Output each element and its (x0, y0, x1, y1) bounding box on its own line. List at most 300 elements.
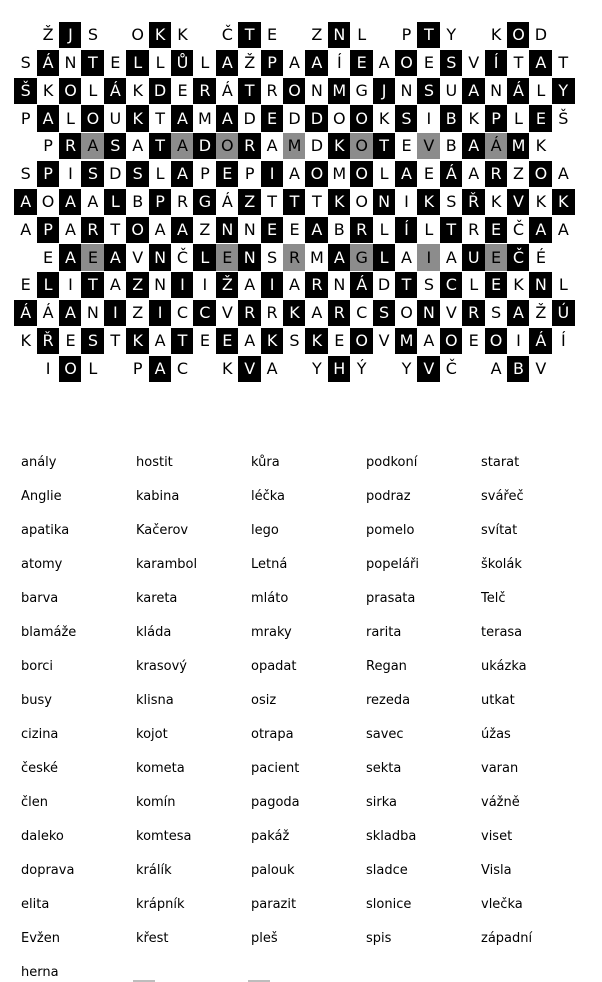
grid-cell[interactable]: T (171, 328, 194, 354)
grid-cell[interactable]: A (216, 50, 239, 76)
grid-cell[interactable]: A (485, 356, 508, 382)
grid-cell[interactable]: P (14, 105, 37, 131)
grid-cell[interactable]: A (395, 244, 418, 270)
grid-cell[interactable]: O (440, 328, 463, 354)
grid-cell[interactable]: I (171, 272, 194, 298)
grid-cell[interactable]: I (507, 328, 530, 354)
grid-cell[interactable]: V (440, 300, 463, 326)
grid-cell[interactable]: P (37, 133, 60, 159)
grid-cell[interactable]: O (126, 217, 149, 243)
grid-cell[interactable]: R (261, 78, 284, 104)
grid-cell[interactable]: S (126, 161, 149, 187)
grid-cell[interactable]: L (350, 22, 373, 48)
grid-cell[interactable]: Z (305, 22, 328, 48)
grid-cell[interactable]: E (462, 328, 485, 354)
grid-cell[interactable]: S (283, 328, 306, 354)
grid-cell[interactable]: K (149, 22, 172, 48)
grid-cell[interactable]: P (238, 161, 261, 187)
grid-cell[interactable]: D (149, 78, 172, 104)
grid-cell[interactable]: Č (216, 22, 239, 48)
grid-cell[interactable]: A (261, 356, 284, 382)
grid-cell[interactable]: E (261, 217, 284, 243)
grid-cell[interactable]: N (328, 272, 351, 298)
grid-cell[interactable]: A (104, 244, 127, 270)
grid-cell[interactable]: T (283, 189, 306, 215)
grid-cell[interactable]: S (440, 189, 463, 215)
grid-cell[interactable]: L (462, 272, 485, 298)
grid-cell[interactable]: S (417, 272, 440, 298)
grid-cell[interactable]: A (261, 133, 284, 159)
grid-cell[interactable]: A (171, 161, 194, 187)
grid-cell[interactable]: A (59, 217, 82, 243)
grid-cell[interactable]: B (440, 105, 463, 131)
grid-cell[interactable]: T (373, 133, 396, 159)
grid-cell[interactable]: L (193, 244, 216, 270)
grid-cell[interactable]: K (126, 105, 149, 131)
grid-cell[interactable]: G (193, 189, 216, 215)
grid-cell[interactable]: K (171, 22, 194, 48)
grid-cell[interactable]: T (417, 22, 440, 48)
grid-cell[interactable]: S (373, 300, 396, 326)
grid-cell[interactable]: T (104, 217, 127, 243)
grid-cell[interactable]: R (261, 300, 284, 326)
grid-cell[interactable]: L (59, 105, 82, 131)
grid-cell[interactable]: L (507, 105, 530, 131)
grid-cell[interactable]: V (216, 300, 239, 326)
grid-cell[interactable]: N (149, 272, 172, 298)
grid-cell[interactable]: O (529, 161, 552, 187)
grid-cell[interactable]: D (305, 133, 328, 159)
grid-cell[interactable]: T (395, 272, 418, 298)
grid-cell[interactable]: N (373, 189, 396, 215)
grid-cell[interactable]: Á (216, 189, 239, 215)
grid-cell[interactable]: K (14, 328, 37, 354)
grid-cell[interactable]: O (350, 105, 373, 131)
grid-cell[interactable]: O (350, 328, 373, 354)
grid-cell[interactable]: S (14, 161, 37, 187)
grid-cell[interactable]: K (485, 189, 508, 215)
grid-cell[interactable]: A (171, 105, 194, 131)
grid-cell[interactable]: A (417, 328, 440, 354)
grid-cell[interactable]: A (373, 50, 396, 76)
grid-cell[interactable]: Á (485, 133, 508, 159)
grid-cell[interactable]: T (261, 189, 284, 215)
grid-cell[interactable]: K (552, 189, 575, 215)
grid-cell[interactable]: T (238, 22, 261, 48)
grid-cell[interactable]: J (59, 22, 82, 48)
grid-cell[interactable]: K (529, 133, 552, 159)
grid-cell[interactable]: P (485, 105, 508, 131)
grid-cell[interactable]: V (462, 50, 485, 76)
grid-cell[interactable]: T (552, 50, 575, 76)
grid-cell[interactable]: L (193, 50, 216, 76)
grid-cell[interactable]: V (417, 356, 440, 382)
grid-cell[interactable]: Č (507, 244, 530, 270)
grid-cell[interactable]: S (81, 328, 104, 354)
grid-cell[interactable]: Á (216, 78, 239, 104)
grid-cell[interactable]: M (305, 244, 328, 270)
grid-cell[interactable]: Í (395, 217, 418, 243)
grid-cell[interactable]: M (395, 328, 418, 354)
grid-cell[interactable]: A (149, 217, 172, 243)
grid-cell[interactable]: K (328, 189, 351, 215)
grid-cell[interactable]: V (507, 189, 530, 215)
grid-cell[interactable]: A (529, 217, 552, 243)
grid-cell[interactable]: T (81, 50, 104, 76)
grid-cell[interactable]: Y (440, 22, 463, 48)
grid-cell[interactable]: Č (507, 217, 530, 243)
grid-cell[interactable]: Á (37, 300, 60, 326)
grid-cell[interactable]: S (395, 105, 418, 131)
grid-cell[interactable]: B (507, 356, 530, 382)
grid-cell[interactable]: L (149, 50, 172, 76)
grid-cell[interactable]: A (395, 161, 418, 187)
grid-cell[interactable]: L (104, 189, 127, 215)
grid-cell[interactable]: K (462, 105, 485, 131)
grid-cell[interactable]: Ú (552, 300, 575, 326)
grid-cell[interactable]: O (350, 161, 373, 187)
grid-cell[interactable]: R (171, 189, 194, 215)
grid-cell[interactable]: L (373, 244, 396, 270)
grid-cell[interactable]: A (171, 133, 194, 159)
grid-cell[interactable]: O (59, 356, 82, 382)
grid-cell[interactable]: A (462, 78, 485, 104)
grid-cell[interactable]: R (81, 217, 104, 243)
grid-cell[interactable]: O (350, 189, 373, 215)
grid-cell[interactable]: D (305, 105, 328, 131)
grid-cell[interactable]: A (552, 161, 575, 187)
grid-cell[interactable]: N (238, 244, 261, 270)
grid-cell[interactable]: Á (529, 328, 552, 354)
grid-cell[interactable]: T (149, 105, 172, 131)
grid-cell[interactable]: Z (126, 272, 149, 298)
grid-cell[interactable]: L (417, 217, 440, 243)
grid-cell[interactable]: A (14, 217, 37, 243)
grid-cell[interactable]: B (126, 189, 149, 215)
grid-cell[interactable]: Y (305, 356, 328, 382)
grid-cell[interactable]: G (350, 78, 373, 104)
grid-cell[interactable]: Y (552, 78, 575, 104)
grid-cell[interactable]: S (261, 244, 284, 270)
grid-cell[interactable]: A (59, 244, 82, 270)
grid-cell[interactable]: R (59, 133, 82, 159)
grid-cell[interactable]: R (328, 300, 351, 326)
grid-cell[interactable]: V (126, 244, 149, 270)
grid-cell[interactable]: N (238, 217, 261, 243)
grid-cell[interactable]: E (395, 133, 418, 159)
grid-cell[interactable]: O (37, 189, 60, 215)
grid-cell[interactable]: Z (507, 161, 530, 187)
grid-cell[interactable]: R (238, 300, 261, 326)
grid-cell[interactable]: E (529, 105, 552, 131)
grid-cell[interactable]: I (261, 161, 284, 187)
grid-cell[interactable]: P (37, 161, 60, 187)
grid-cell[interactable]: S (81, 161, 104, 187)
grid-cell[interactable]: Á (350, 272, 373, 298)
grid-cell[interactable]: K (216, 356, 239, 382)
grid-cell[interactable]: E (216, 161, 239, 187)
grid-cell[interactable]: A (149, 356, 172, 382)
grid-cell[interactable]: Š (14, 78, 37, 104)
grid-cell[interactable]: L (552, 272, 575, 298)
grid-cell[interactable]: M (328, 78, 351, 104)
grid-cell[interactable]: S (485, 300, 508, 326)
grid-cell[interactable]: J (373, 78, 396, 104)
grid-cell[interactable]: C (171, 300, 194, 326)
grid-cell[interactable]: A (328, 244, 351, 270)
grid-cell[interactable]: Á (104, 78, 127, 104)
grid-cell[interactable]: O (81, 105, 104, 131)
grid-cell[interactable]: K (328, 133, 351, 159)
grid-cell[interactable]: L (529, 78, 552, 104)
grid-cell[interactable]: E (193, 328, 216, 354)
grid-cell[interactable]: N (305, 78, 328, 104)
grid-cell[interactable]: Č (440, 356, 463, 382)
grid-cell[interactable]: Á (507, 78, 530, 104)
grid-cell[interactable]: Z (193, 217, 216, 243)
grid-cell[interactable]: Ž (37, 22, 60, 48)
grid-cell[interactable]: A (59, 189, 82, 215)
grid-cell[interactable]: K (529, 189, 552, 215)
grid-cell[interactable]: E (261, 105, 284, 131)
grid-cell[interactable]: E (104, 50, 127, 76)
grid-cell[interactable]: R (193, 78, 216, 104)
grid-cell[interactable]: D (373, 272, 396, 298)
grid-cell[interactable]: N (395, 78, 418, 104)
grid-cell[interactable]: A (59, 300, 82, 326)
grid-cell[interactable]: P (149, 189, 172, 215)
grid-cell[interactable]: E (350, 50, 373, 76)
grid-cell[interactable]: Č (171, 244, 194, 270)
grid-cell[interactable]: O (507, 22, 530, 48)
grid-cell[interactable]: M (328, 161, 351, 187)
grid-cell[interactable]: C (440, 272, 463, 298)
grid-cell[interactable]: C (171, 356, 194, 382)
grid-cell[interactable]: A (462, 133, 485, 159)
grid-cell[interactable]: T (440, 217, 463, 243)
grid-cell[interactable]: K (373, 105, 396, 131)
grid-cell[interactable]: L (149, 161, 172, 187)
grid-cell[interactable]: A (283, 50, 306, 76)
grid-cell[interactable]: R (462, 300, 485, 326)
grid-cell[interactable]: E (261, 22, 284, 48)
grid-cell[interactable]: A (283, 161, 306, 187)
grid-cell[interactable]: P (126, 356, 149, 382)
grid-cell[interactable]: D (193, 133, 216, 159)
grid-cell[interactable]: Z (126, 300, 149, 326)
grid-cell[interactable]: D (529, 22, 552, 48)
grid-cell[interactable]: E (485, 244, 508, 270)
grid-cell[interactable]: A (305, 50, 328, 76)
grid-cell[interactable]: R (350, 217, 373, 243)
grid-cell[interactable]: S (440, 50, 463, 76)
grid-cell[interactable]: O (305, 161, 328, 187)
grid-cell[interactable]: A (238, 328, 261, 354)
grid-cell[interactable]: I (59, 272, 82, 298)
grid-cell[interactable]: Y (395, 356, 418, 382)
grid-cell[interactable]: S (417, 78, 440, 104)
grid-cell[interactable]: K (37, 78, 60, 104)
grid-cell[interactable]: L (81, 78, 104, 104)
grid-cell[interactable]: Á (14, 300, 37, 326)
grid-cell[interactable]: T (305, 189, 328, 215)
grid-cell[interactable]: Z (238, 189, 261, 215)
grid-cell[interactable]: K (126, 78, 149, 104)
grid-cell[interactable]: A (171, 217, 194, 243)
grid-cell[interactable]: E (417, 161, 440, 187)
grid-cell[interactable]: K (507, 272, 530, 298)
grid-cell[interactable]: I (59, 161, 82, 187)
grid-cell[interactable]: A (81, 189, 104, 215)
grid-cell[interactable]: N (59, 50, 82, 76)
grid-cell[interactable]: E (283, 217, 306, 243)
grid-cell[interactable]: Á (440, 161, 463, 187)
grid-cell[interactable]: P (395, 22, 418, 48)
grid-cell[interactable]: K (485, 22, 508, 48)
grid-cell[interactable]: Š (552, 105, 575, 131)
grid-cell[interactable]: A (126, 133, 149, 159)
grid-cell[interactable]: A (238, 272, 261, 298)
grid-cell[interactable]: K (305, 328, 328, 354)
grid-cell[interactable]: I (37, 356, 60, 382)
grid-cell[interactable]: S (14, 50, 37, 76)
grid-cell[interactable]: É (529, 244, 552, 270)
grid-cell[interactable]: K (417, 189, 440, 215)
grid-cell[interactable]: Ř (462, 189, 485, 215)
grid-cell[interactable]: E (417, 50, 440, 76)
grid-cell[interactable]: M (507, 133, 530, 159)
grid-cell[interactable]: T (81, 272, 104, 298)
grid-cell[interactable]: N (485, 78, 508, 104)
grid-cell[interactable]: S (81, 22, 104, 48)
grid-cell[interactable]: L (37, 272, 60, 298)
grid-cell[interactable]: E (485, 272, 508, 298)
grid-cell[interactable]: I (104, 300, 127, 326)
grid-cell[interactable]: G (350, 244, 373, 270)
grid-cell[interactable]: U (440, 78, 463, 104)
grid-cell[interactable]: Ž (238, 50, 261, 76)
grid-cell[interactable]: C (350, 300, 373, 326)
grid-cell[interactable]: H (328, 356, 351, 382)
grid-cell[interactable]: R (462, 217, 485, 243)
grid-cell[interactable]: V (238, 356, 261, 382)
grid-cell[interactable]: E (216, 244, 239, 270)
grid-cell[interactable]: E (328, 328, 351, 354)
grid-cell[interactable]: O (328, 105, 351, 131)
grid-cell[interactable]: E (14, 272, 37, 298)
grid-cell[interactable]: K (126, 328, 149, 354)
grid-cell[interactable]: L (373, 161, 396, 187)
grid-cell[interactable]: D (104, 161, 127, 187)
grid-cell[interactable]: V (417, 133, 440, 159)
grid-cell[interactable]: U (104, 105, 127, 131)
grid-cell[interactable]: A (507, 300, 530, 326)
grid-cell[interactable]: P (261, 50, 284, 76)
grid-cell[interactable]: D (283, 105, 306, 131)
grid-cell[interactable]: A (305, 217, 328, 243)
grid-cell[interactable]: O (395, 300, 418, 326)
grid-cell[interactable]: A (216, 105, 239, 131)
grid-cell[interactable]: B (440, 133, 463, 159)
grid-cell[interactable]: Í (328, 50, 351, 76)
grid-cell[interactable]: N (328, 22, 351, 48)
grid-cell[interactable]: L (81, 356, 104, 382)
grid-cell[interactable]: A (37, 105, 60, 131)
grid-cell[interactable]: I (395, 189, 418, 215)
grid-cell[interactable]: Ž (216, 272, 239, 298)
grid-cell[interactable]: N (529, 272, 552, 298)
grid-cell[interactable]: R (283, 244, 306, 270)
grid-cell[interactable]: E (216, 328, 239, 354)
grid-cell[interactable]: L (373, 217, 396, 243)
grid-cell[interactable]: O (283, 78, 306, 104)
grid-cell[interactable]: P (193, 161, 216, 187)
grid-cell[interactable]: A (149, 328, 172, 354)
grid-cell[interactable]: A (104, 272, 127, 298)
grid-cell[interactable]: M (193, 105, 216, 131)
grid-cell[interactable]: O (350, 133, 373, 159)
grid-cell[interactable]: A (81, 133, 104, 159)
grid-cell[interactable]: N (216, 217, 239, 243)
grid-cell[interactable]: A (462, 161, 485, 187)
grid-cell[interactable]: O (216, 133, 239, 159)
grid-cell[interactable]: Ů (171, 50, 194, 76)
grid-cell[interactable]: V (529, 356, 552, 382)
grid-cell[interactable]: I (149, 300, 172, 326)
grid-cell[interactable]: A (305, 300, 328, 326)
grid-cell[interactable]: E (171, 78, 194, 104)
grid-cell[interactable]: D (238, 105, 261, 131)
grid-cell[interactable]: T (238, 78, 261, 104)
grid-cell[interactable]: T (149, 133, 172, 159)
grid-cell[interactable]: A (529, 50, 552, 76)
grid-cell[interactable]: N (81, 300, 104, 326)
grid-cell[interactable]: R (485, 161, 508, 187)
grid-cell[interactable]: N (417, 300, 440, 326)
grid-cell[interactable]: T (104, 328, 127, 354)
grid-cell[interactable]: A (552, 217, 575, 243)
grid-cell[interactable]: V (373, 328, 396, 354)
grid-cell[interactable]: S (104, 133, 127, 159)
grid-cell[interactable]: Í (552, 328, 575, 354)
grid-cell[interactable]: I (261, 272, 284, 298)
grid-cell[interactable]: E (485, 217, 508, 243)
grid-cell[interactable]: R (238, 133, 261, 159)
grid-cell[interactable]: A (283, 272, 306, 298)
grid-cell[interactable]: I (417, 105, 440, 131)
grid-cell[interactable]: O (485, 328, 508, 354)
grid-cell[interactable]: B (328, 217, 351, 243)
grid-cell[interactable]: P (37, 217, 60, 243)
grid-cell[interactable]: U (462, 244, 485, 270)
grid-cell[interactable]: R (305, 272, 328, 298)
grid-cell[interactable]: K (283, 300, 306, 326)
grid-cell[interactable]: O (395, 50, 418, 76)
grid-cell[interactable]: Ř (37, 328, 60, 354)
grid-cell[interactable]: Á (37, 50, 60, 76)
grid-cell[interactable]: A (440, 244, 463, 270)
grid-cell[interactable]: C (193, 300, 216, 326)
grid-cell[interactable]: Í (485, 50, 508, 76)
grid-cell[interactable]: K (261, 328, 284, 354)
grid-cell[interactable]: I (193, 272, 216, 298)
grid-cell[interactable]: E (37, 244, 60, 270)
grid-cell[interactable]: A (14, 189, 37, 215)
grid-cell[interactable]: T (507, 50, 530, 76)
grid-cell[interactable]: Ý (350, 356, 373, 382)
grid-cell[interactable]: E (81, 244, 104, 270)
grid-cell[interactable]: E (59, 328, 82, 354)
